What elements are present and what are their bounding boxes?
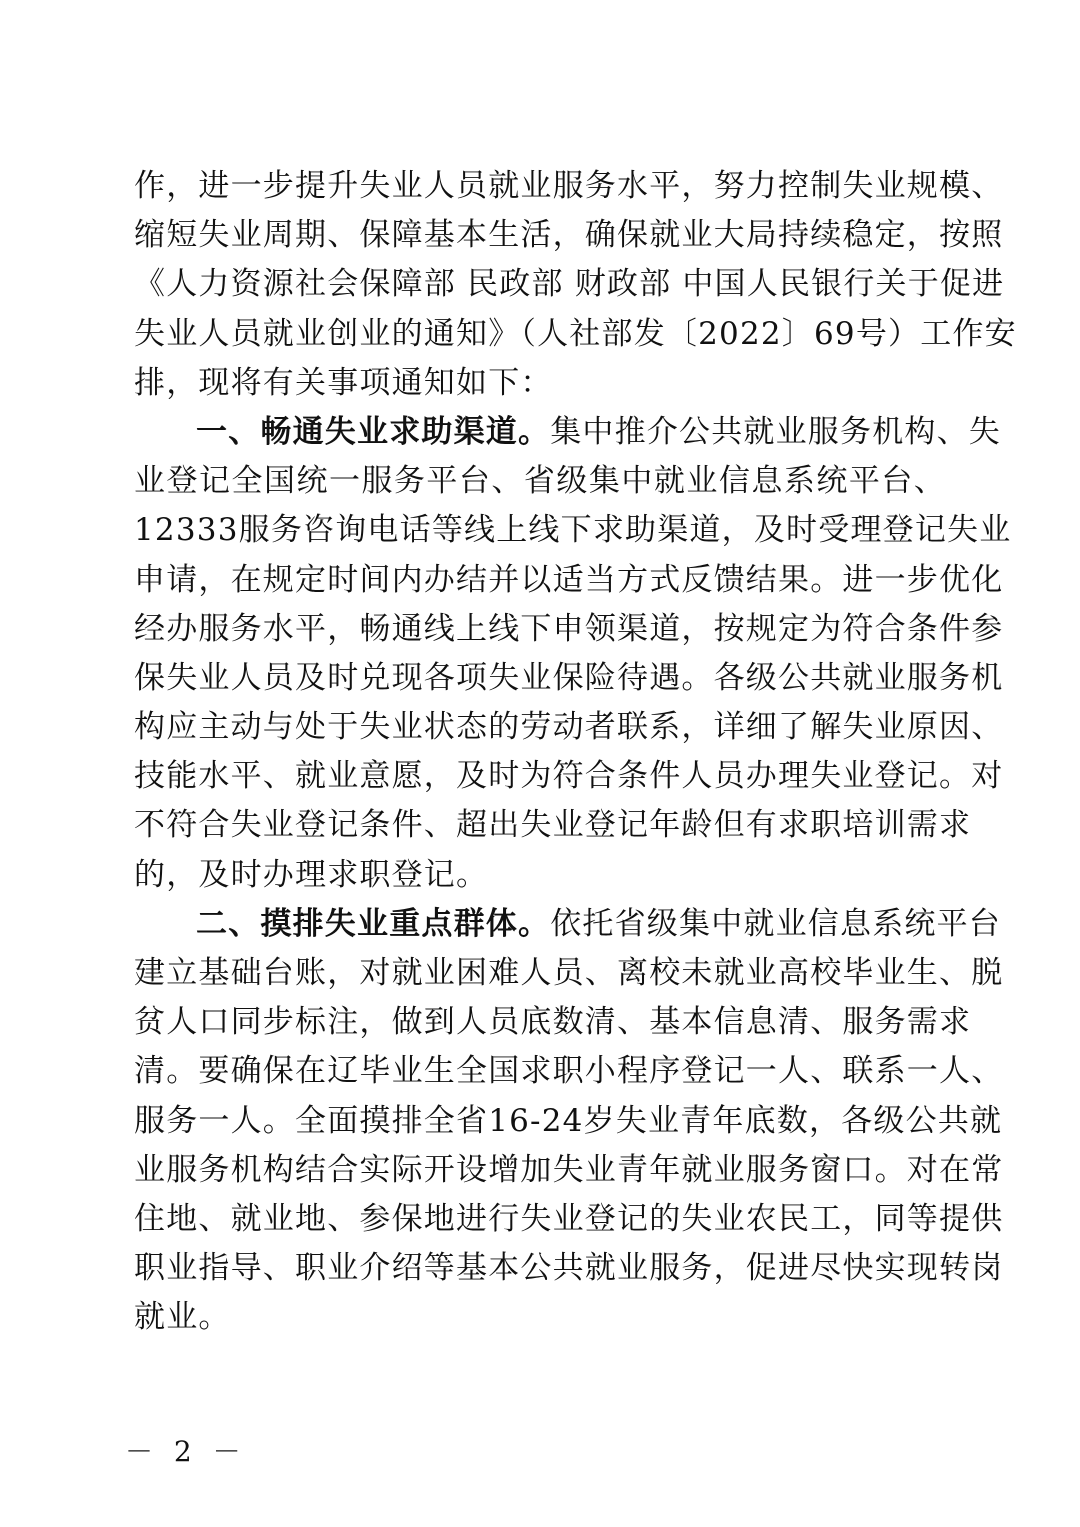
paragraph-line: 职业指导、职业介绍等基本公共就业服务，促进尽快实现转岗 bbox=[134, 1250, 1004, 1287]
paragraph-line: 不符合失业登记条件、超出失业登记年龄但有求职培训需求 bbox=[134, 807, 972, 844]
paragraph-line: 12333服务咨询电话等线上线下求助渠道，及时受理登记失业 bbox=[134, 512, 1012, 549]
paragraph-line: 清。要确保在辽毕业生全国求职小程序登记一人、联系一人、 bbox=[134, 1053, 1004, 1090]
page-number: － 2 － bbox=[125, 1435, 247, 1468]
paragraph-line: 经办服务水平，畅通线上线下申领渠道，按规定为符合条件参 bbox=[134, 610, 1004, 647]
section-2-first-line bbox=[134, 900, 1002, 949]
paragraph-line: 构应主动与处于失业状态的劳动者联系，详细了解失业原因、 bbox=[134, 709, 1004, 746]
paragraph-line: 贫人口同步标注，做到人员底数清、基本信息清、服务需求 bbox=[134, 1004, 972, 1041]
paragraph-line: 就业。 bbox=[134, 1299, 231, 1336]
section-2-heading: 二、摸排失业重点群体。 bbox=[196, 905, 551, 942]
body-text bbox=[134, 162, 1017, 1343]
paragraph-line: 《人力资源社会保障部 民政部 财政部 中国人民银行关于促进 bbox=[134, 266, 1005, 303]
section-1-heading: 一、畅通失业求助渠道。 bbox=[196, 413, 551, 450]
section-1-first-line-text: 集中推介公共就业服务机构、失 bbox=[550, 413, 1002, 450]
paragraph-line: 缩短失业周期、保障基本生活，确保就业大局持续稳定，按照 bbox=[134, 217, 1004, 254]
paragraph-line: 建立基础台账，对就业困难人员、离校未就业高校毕业生、脱 bbox=[134, 955, 1004, 991]
paragraph-line: 保失业人员及时兑现各项失业保险待遇。各级公共就业服务机 bbox=[134, 659, 1004, 696]
paragraph-line: 作，进一步提升失业人员就业服务水平，努力控制失业规模、 bbox=[134, 168, 1004, 204]
paragraph-line: 业登记全国统一服务平台、省级集中就业信息系统平台、 bbox=[134, 463, 946, 500]
paragraph-line: 业服务机构结合实际开设增加失业青年就业服务窗口。对在常 bbox=[134, 1151, 1004, 1188]
paragraph-line: 住地、就业地、参保地进行失业登记的失业农民工，同等提供 bbox=[134, 1200, 1004, 1237]
paragraph-line: 申请，在规定时间内办结并以适当方式反馈结果。进一步优化 bbox=[134, 561, 1004, 598]
paragraph-line: 排，现将有关事项通知如下： bbox=[134, 364, 553, 401]
paragraph-line: 失业人员就业创业的通知》（人社部发〔2022〕69号）工作安 bbox=[134, 315, 1017, 352]
paragraph-line: 技能水平、就业意愿，及时为符合条件人员办理失业登记。对 bbox=[134, 758, 1004, 795]
section-1-first-line bbox=[134, 408, 1002, 457]
paragraph-line: 的，及时办理求职登记。 bbox=[134, 856, 489, 893]
section-2-first-line-text: 依托省级集中就业信息系统平台 bbox=[550, 905, 1002, 942]
paragraph-line: 服务一人。全面摸排全省16-24岁失业青年底数，各级公共就 bbox=[134, 1102, 1003, 1139]
